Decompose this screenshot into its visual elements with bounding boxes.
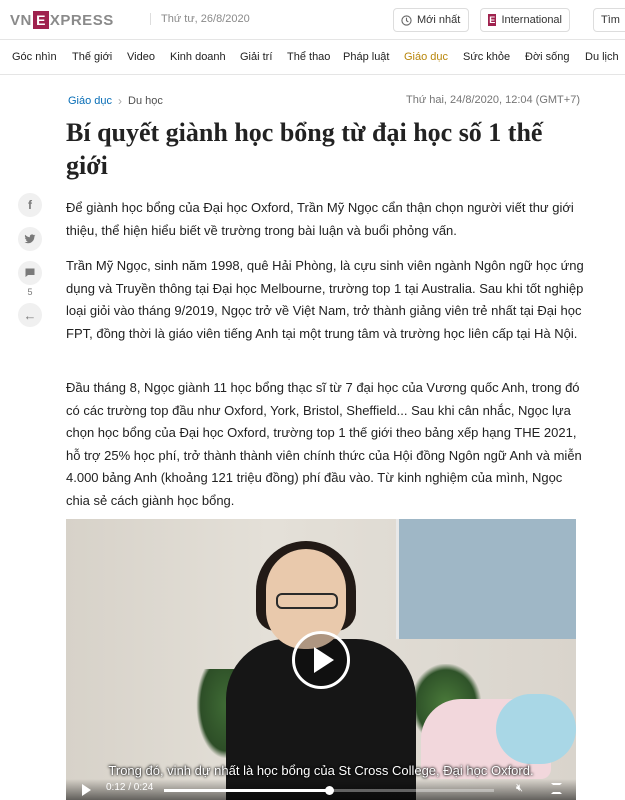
comment-count: 5 — [27, 287, 33, 297]
header-date: Thứ tư, 26/8/2020 — [150, 13, 250, 25]
facebook-icon: f — [28, 198, 32, 212]
nav-item-doi-song[interactable]: Đời sống — [525, 51, 570, 63]
facebook-share-button[interactable] — [18, 193, 42, 217]
nav-item-suc-khoe[interactable]: Sức khỏe — [463, 51, 511, 63]
fullscreen-icon[interactable] — [551, 783, 562, 794]
twitter-share-button[interactable] — [18, 227, 42, 251]
search-label: Tìm — [601, 14, 620, 26]
volume-muted-icon[interactable]: 🔇︎ — [516, 782, 523, 794]
breadcrumb — [68, 94, 163, 108]
article-paragraph: Đầu tháng 8, Ngọc giành 11 học bổng thạc sĩ từ 7 đại học của Vương quốc Anh, trong đó có các trường top đầu như Oxford, York, Bristol, Sheffield... Sau khi cân nhắc, Ngọc lựa chọn học bổng của Đại học Oxford, trường top 1 thế giới theo bảng xếp hạng THE 2021, hỗ trợ 25% học phí, trở thành thành viên chính thức của Hội đồng Ngôn ngữ Anh và miễn 4.000 bảng Anh (khoảng 121 triệu đồng) phí đầu vào. Từ kinh nghiệm của mình, Ngọc chia sẻ cách giành học bổng. — [66, 380, 582, 508]
social-share-bar — [18, 193, 44, 337]
nav-item-the-thao[interactable]: Thể thao — [287, 51, 331, 63]
page-title: Bí quyết giành học bổng từ đại học số 1 thế giới — [66, 118, 543, 180]
video-controls — [66, 779, 576, 800]
comment-icon — [24, 267, 36, 279]
breadcrumb-subcategory[interactable]: Du học — [128, 95, 163, 107]
international-button[interactable] — [480, 8, 570, 32]
clock-icon — [401, 15, 412, 26]
latest-news-label: Mới nhất — [417, 14, 461, 26]
publish-date: Thứ hai, 24/8/2020, 12:04 (GMT+7) — [406, 94, 580, 106]
nav-item-giao-duc[interactable]: Giáo dục — [404, 51, 449, 63]
nav-item-the-gioi[interactable]: Thế giới — [72, 51, 113, 63]
video-subtitle: Trong đó, vinh dự nhất là học bổng của St Cross College, Đại học Oxford. — [108, 763, 534, 778]
nav-item-video[interactable]: Video — [127, 51, 155, 63]
article-paragraph: Trần Mỹ Ngọc, sinh năm 1998, quê Hải Phòng, là cựu sinh viên ngành Ngôn ngữ học ứng dụng và Truyền thông tại Đại học Melbourne, trường top 1 tại Australia. Sau khi tốt nghiệp loại giỏi vào tháng 9/2019, Ngọc trở về Việt Nam, trở thành giảng viên trẻ nhất tại Đại học FPT, đồng thời là giáo viên tiếng Anh tại một trung tâm và trường học liên cấp tại Hà Nội. — [66, 258, 584, 341]
nav-item-giai-tri[interactable]: Giải trí — [240, 51, 273, 63]
twitter-icon — [24, 233, 36, 245]
international-badge-icon: E — [489, 15, 496, 25]
back-arrow-icon: ← — [23, 307, 37, 323]
search-button[interactable] — [593, 8, 625, 32]
nav-item-goc-nhin[interactable]: Góc nhìn — [12, 51, 57, 63]
pillow-blue — [496, 694, 576, 764]
logo-left: VN — [10, 11, 32, 29]
breadcrumb-category[interactable]: Giáo dục — [68, 95, 113, 107]
nav-item-kinh-doanh[interactable]: Kinh doanh — [170, 51, 226, 63]
control-play-icon[interactable] — [82, 784, 91, 796]
speaker-glasses — [276, 593, 338, 609]
video-player[interactable] — [66, 519, 576, 800]
chevron-right-icon: › — [118, 94, 123, 108]
international-label: International — [501, 14, 562, 26]
video-progress-bar[interactable] — [164, 789, 494, 792]
nav-item-phap-luat[interactable]: Pháp luật — [343, 51, 390, 63]
wall-art — [396, 519, 576, 639]
play-icon — [314, 647, 334, 673]
top-header — [0, 0, 625, 40]
comment-button[interactable] — [18, 261, 42, 285]
play-button[interactable] — [292, 631, 350, 689]
video-time: 0:12 / 0:24 — [106, 782, 154, 793]
logo-e: E — [33, 11, 49, 29]
article-lead: Để giành học bổng của Đại học Oxford, Trần Mỹ Ngọc cẩn thận chọn người viết thư giới thiệu, thể hiện hiểu biết về trường trong bài luận và buổi phỏng vấn. — [66, 200, 574, 238]
back-button[interactable] — [18, 303, 42, 327]
vnexpress-logo[interactable] — [10, 10, 114, 30]
main-nav — [0, 41, 625, 75]
video-progress-handle[interactable] — [325, 786, 334, 795]
video-progress-fill — [164, 789, 329, 792]
logo-right: XPRESS — [49, 11, 114, 29]
latest-news-button[interactable] — [393, 8, 469, 32]
nav-item-du-lich[interactable]: Du lịch — [585, 51, 619, 63]
